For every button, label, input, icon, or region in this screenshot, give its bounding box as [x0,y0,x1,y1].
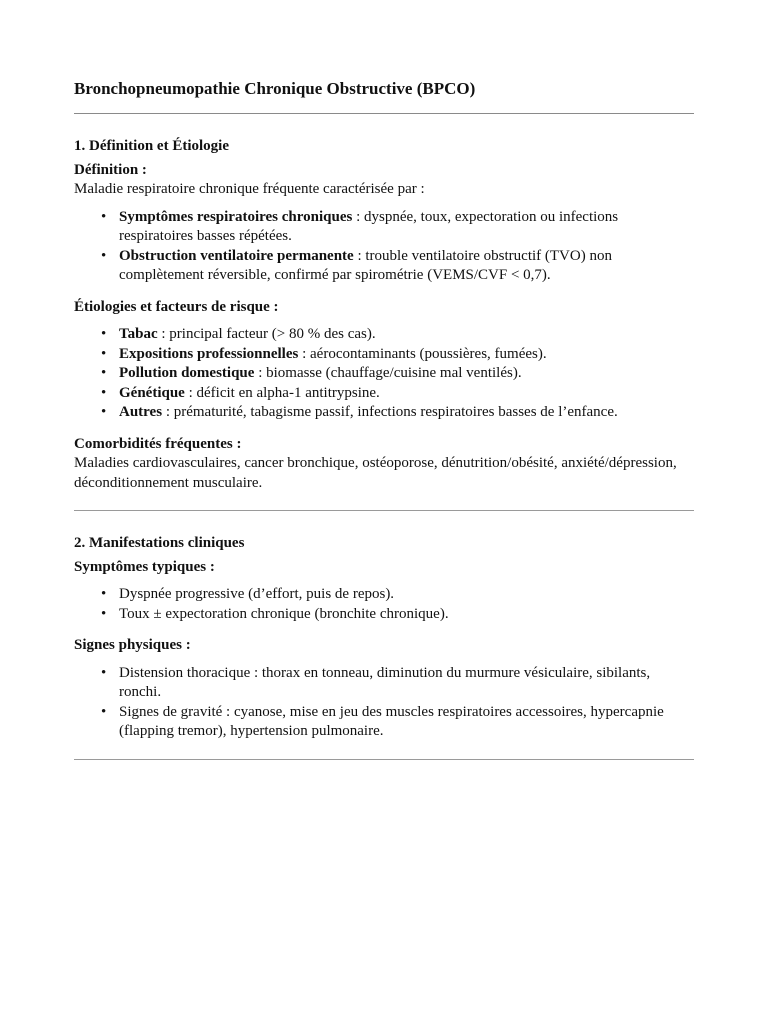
section-heading: 2. Manifestations cliniques [74,535,245,551]
item-text: : principal facteur (> 80 % des cas). [157,326,376,342]
section-heading: 1. Définition et Étiologie [74,138,229,154]
bullet-icon: • [101,326,107,342]
item-text: : dyspnée, toux, expectoration ou infections respiratoires basses répétées. [119,208,619,244]
bullet-icon: • [101,384,107,401]
signs-list [74,664,694,742]
comorbidities-text: Maladies cardiovasculaires, cancer bronchique, ostéoporose, dénutrition/obésité, anxiété/dépression, déconditionnement musculaire. [74,455,677,491]
item-term: Obstruction ventilatoire permanente [119,247,354,264]
list-item [101,605,694,625]
definition-text: Maladie respiratoire chronique fréquente caractérisée par : [74,181,425,197]
list-item [101,585,694,605]
bullet-icon: • [101,345,107,362]
item-term: Pollution domestique [119,365,255,381]
definition-list [74,208,694,286]
section-divider [74,759,694,760]
bullet-icon: • [101,365,107,381]
bullet-icon: • [101,605,107,622]
section-definition-etiology [74,114,694,510]
item-term: Autres [119,404,163,420]
comorbidities-label: Comorbidités fréquentes : [74,435,242,452]
bullet-icon: • [101,404,107,420]
list-item [101,247,694,286]
item-text: : trouble ventilatoire obstructif (TVO) non complètement réversible, confirmé par spirométrie (VEMS/CVF < 0,7). [119,247,612,283]
bullet-icon: • [101,208,107,225]
section-clinical-manifestations [74,511,694,759]
item-text: Toux ± expectoration chronique (bronchite chronique). [119,605,449,622]
list-item [101,345,694,365]
item-text: : déficit en alpha-1 antitrypsine. [184,384,380,401]
list-item [101,364,694,384]
list-item [101,703,694,742]
symptoms-label: Symptômes typiques : [74,558,215,575]
list-item [101,664,694,703]
list-item [101,208,694,247]
etiology-list [74,325,694,423]
list-item [101,384,694,404]
item-term: Génétique [119,384,185,401]
document-title: Bronchopneumopathie Chronique Obstructive (BPCO) [74,79,476,98]
bullet-icon: • [101,247,107,264]
item-text: : biomasse (chauffage/cuisine mal ventilés). [254,365,522,381]
bullet-icon: • [101,703,107,720]
item-term: Tabac [119,326,158,342]
item-text: Dyspnée progressive (d’effort, puis de repos). [119,586,395,602]
bullet-icon: • [101,586,107,602]
list-item [101,403,694,423]
item-text: Signes de gravité : cyanose, mise en jeu des muscles respiratoires accessoires, hypercapnie (flapping tremor), hypertension pulmonaire. [119,703,664,739]
list-item [101,325,694,345]
item-term: Symptômes respiratoires chroniques [119,208,353,225]
definition-label: Définition : [74,161,147,178]
item-text: : prématurité, tabagisme passif, infections respiratoires basses de l’enfance. [162,404,618,420]
symptoms-list [74,585,694,624]
item-text: Distension thoracique : thorax en tonneau, diminution du murmure vésiculaire, sibilants, ronchi. [119,664,651,700]
item-term: Expositions professionnelles [119,345,299,362]
item-text: : aérocontaminants (poussières, fumées). [298,345,547,362]
bullet-icon: • [101,664,107,681]
etiology-label: Étiologies et facteurs de risque : [74,298,279,315]
signs-label: Signes physiques : [74,637,191,653]
